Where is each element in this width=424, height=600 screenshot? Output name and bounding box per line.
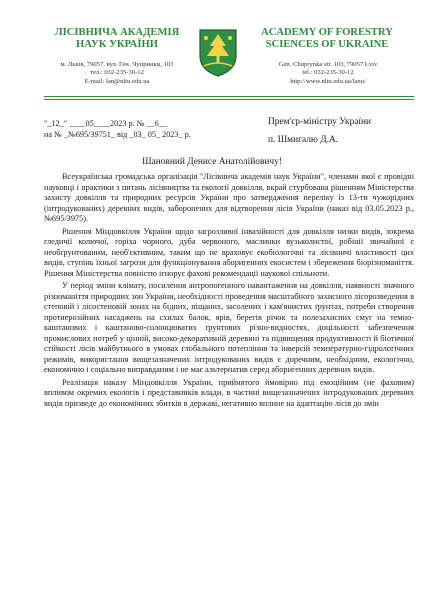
addressee-position: Прем'єр-міністру України (268, 117, 372, 127)
address-line: м. Львів, 79057, вул. Ген. Чупринки, 103 (60, 61, 174, 68)
letterhead-divider-thin (44, 99, 414, 100)
salutation: Шановний Денисе Анатолійовичу! (142, 157, 282, 167)
body-paragraph: Рішення Міндовкілля України щодо загрозливої інвазійності для довкілля низки видів, зокрема гледичії колючої, горіха чорного, дуба червоного, маслинки вузьколистої, робінії звичайної є необґрунтованим, необ'єктивним, таким що не враховує екобіологічні та лісівничі властивості цих видів, ступінь їхньої загрози для функціонування аборигенних екосистем і збереження біорізноманіття. Рішення Міністерства повністю ігнорує фахові рекомендації наукової спільноти. (44, 226, 414, 278)
letter-body (44, 172, 414, 411)
body-paragraph: Всеукраїнська громадська організація "Лісівнича академія наук України", членами якої є провідні науковці і практики з питань лісівництва та екології довкілля, вкрай стурбована рішенням Міністерства захисту довкілля та природних ресурсів України про затвердження переліку із 13-ти чужорідних (інтродукованих) деревних видів, заборонених для відтворення лісів України (наказ від 03.05.2023 р., №695/3975). (44, 172, 414, 223)
body-paragraph: У період зміни клімату, посилення антропогенного навантаження на довкілля, наявності значного різноманіття природних зон України, необхідності проведення масштабного захисного лісорозведення в степовій і лісостеповій зонах на бідних, піщаних, засолених і кам'янистих ґрунтах, потреби створення протиерозійних насаджень на схилах балок, ярів, берегів річок та полезахисних смуг на темно-каштанових і каштаново-солонцюватих ґрунтових різно-видностях, доцільності забезпечення промислових потреб у цінній, високо-декоративній деревині та підвищення продуктивності й біотичної стійкості лісів майбутнього в умовах глобального потепління та інверсій температурно-гідрологічних режимів, використання вищезазначених інтродукованих видів є доречним, необхідним, екологічно, економічно і соціально виправданим і не має альтернатив серед аборигенних деревних видів. (44, 281, 414, 374)
reference-reply-to: на № _№695/39751_ від _03_ 05_ 2023_ р. (44, 130, 191, 139)
address-ukrainian (50, 61, 184, 86)
phone-line: tel.: 032-235-30-12 (302, 69, 354, 77)
outgoing-reference (44, 118, 214, 140)
phone-line: тел.: 032-235-30-12 (90, 69, 144, 77)
address-line: Gen. Chuprynka str. 103, 79057 Lviv (278, 61, 378, 68)
reference-date-number: "_12_" ____05____2023 р. № __6__ (44, 119, 167, 128)
forestry-academy-crest-icon (196, 26, 240, 78)
addressee-block (268, 113, 418, 149)
body-paragraph: Реалізація наказу Міндовкілля України, прийнятого ймовірно під емоційним (не фаховим) впливом окремих екологів і представників влади, в частині вищезазначених інтродукованих деревних видів призведе до економічних збитків в державі, негативно вплине на адаптацію лісів до змін (44, 377, 414, 408)
address-english (248, 61, 408, 86)
academy-name-ukrainian: ЛІСІВНИЧА АКАДЕМІЯ НАУК УКРАЇНИ (54, 27, 180, 50)
website-line: http://www.nltu.edu.ua/lanu/ (290, 77, 366, 85)
letterhead-divider (44, 96, 414, 97)
email-line: E-mail: lan@nltu.edu.ua (84, 77, 150, 85)
addressee-name: п. Шмигалю Д.А. (268, 135, 339, 145)
academy-name-english: ACADEMY OF FORESTRY SCIENCES OF UKRAINE (261, 27, 393, 50)
